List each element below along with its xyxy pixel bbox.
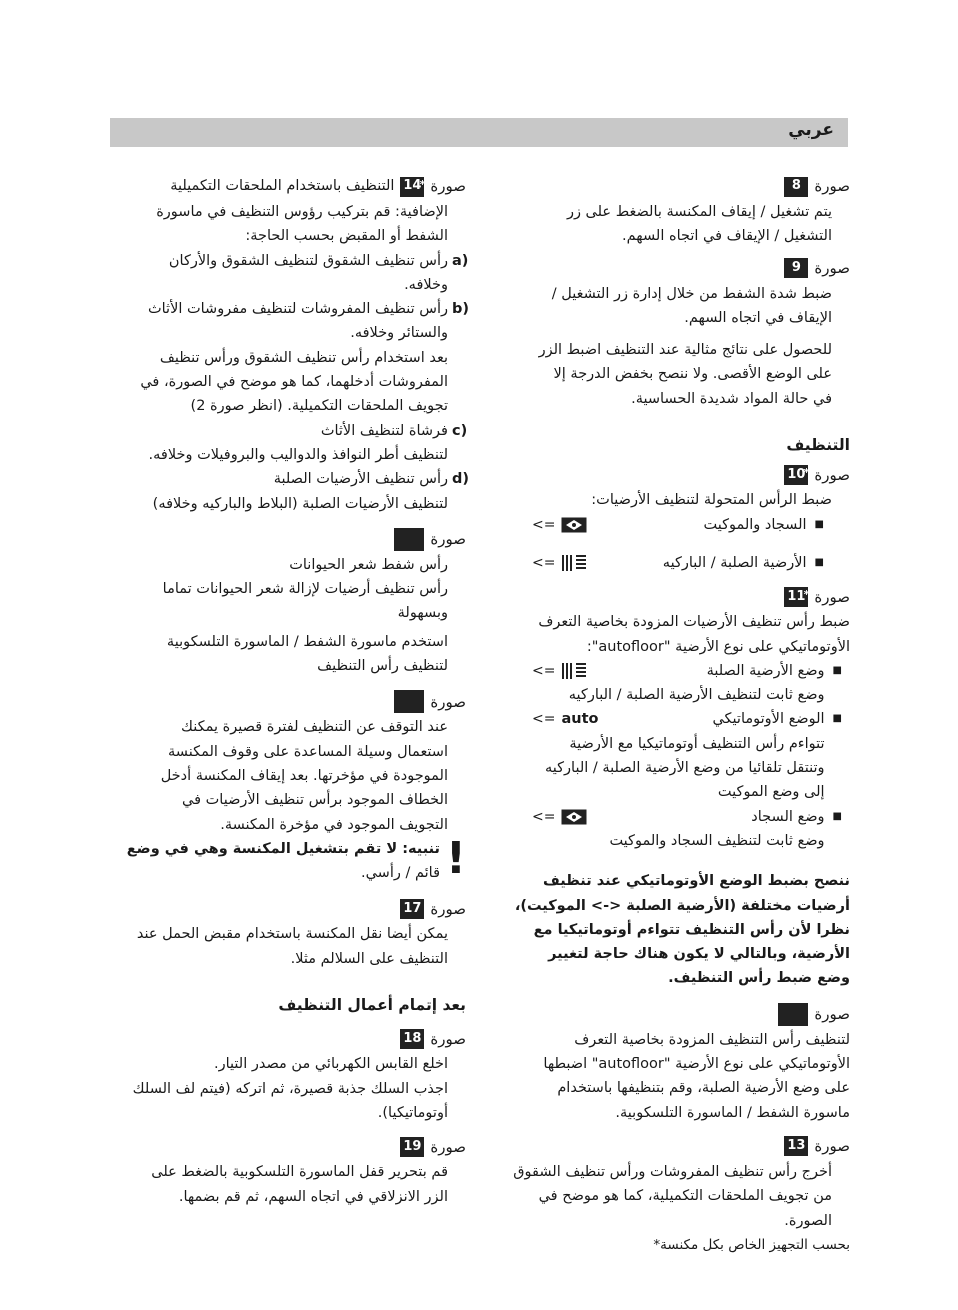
- list-item: [108, 249, 469, 298]
- text-line: لتنظيف رأس التنظيف المزودة بخاصية التعرف: [574, 1031, 850, 1048]
- text-line: قائم / رأسي.: [360, 865, 440, 882]
- text-line: ضبط الرأس المتحولة لتنظيف الأرضيات:: [591, 492, 832, 509]
- list-item: [108, 297, 470, 346]
- text-line: رأس تنظيف الأرضيات الصلبة: [273, 471, 448, 488]
- text-line: الإضافية: قم بتركيب رؤوس التنظيف في ماسورة: [156, 204, 448, 220]
- figure-number-badge: 13: [784, 1136, 808, 1156]
- text-line: نظرا لأن رأس التنظيف تتواءم أوتوماتيكيا مع: [533, 921, 850, 938]
- text-line: لتنظيف أطر النوافذ والدواليب والبروفيلات وخلافه.: [148, 446, 448, 463]
- figure-word: صورة: [814, 1137, 850, 1156]
- text-line: يتم تشغيل / إيقاف المكنسة بالضغط على زر: [566, 204, 832, 220]
- text-line: تنبيه: لا تقم بتشغيل المكنسة وهي في وضع: [126, 840, 440, 857]
- text-line: أوتوماتيكيا).: [377, 1104, 448, 1121]
- text-line: قم بتحرير قفل الماسورة التلسكوبية بالضغط على: [151, 1164, 448, 1181]
- storage-note: [108, 346, 466, 419]
- figure-word: صورة: [814, 258, 850, 277]
- bullet-icon: ■: [814, 556, 824, 568]
- item-letter: b): [452, 301, 470, 318]
- list-item: [498, 805, 850, 854]
- figure-15-text: [108, 553, 466, 678]
- figure-15-label: [108, 526, 466, 553]
- mode-description: تتواءم رأس التنظيف أوتوماتيكيا مع الأرضية: [569, 735, 825, 752]
- mode-label: الوضع الأوتوماتيكي: [712, 711, 825, 728]
- figure-8-label: [498, 173, 850, 200]
- text-line: الشفط أو المقبض بحسب الحاجة:: [245, 228, 448, 245]
- figure-10-label: [498, 461, 850, 488]
- mode-indicator: [532, 551, 587, 575]
- text-line: استعمال وسيلة المساعدة على وقوف المكنسة: [168, 743, 448, 760]
- hard-floor-mode-icon: [561, 662, 587, 680]
- figure-number-badge: 14 *: [400, 177, 424, 197]
- figure-13-text: [498, 1160, 850, 1233]
- figure-18-text: [108, 1052, 466, 1125]
- mode-indicator: [532, 659, 587, 683]
- figure-number-badge: 19: [400, 1137, 424, 1157]
- item-letter: a): [452, 252, 469, 269]
- figure-17-text: [108, 922, 466, 971]
- figure-number-badge: 10 *: [784, 465, 808, 485]
- text-line: في حالة المواد شديدة الحساسية.: [631, 390, 832, 407]
- figure-11-text: [498, 610, 850, 853]
- text-line: التجويف الموجود في مؤخرة المكنسة.: [220, 816, 448, 833]
- mode-label: السجاد والموكيت: [703, 516, 807, 533]
- text-line: لتنظيف رأس التنظيف: [317, 658, 448, 675]
- figure-19-text: [108, 1160, 466, 1209]
- mode-label: الأرضية الصلبة / الباركيه: [662, 554, 807, 571]
- warning-icon: !: [445, 832, 466, 884]
- text-line: وبسهولة: [397, 605, 448, 622]
- figure-word: صورة: [430, 1029, 466, 1048]
- text-line: الموجودة في مؤخرتها. بعد إيقاف المكنسة أدخل: [160, 767, 448, 784]
- figure-word: صورة: [814, 1005, 850, 1024]
- arrow-label: <=: [532, 516, 556, 533]
- figure-number-badge: [778, 1003, 808, 1026]
- figure-word: صورة: [814, 177, 850, 196]
- figure-word: صورة: [430, 1137, 466, 1156]
- figure-16-label: [108, 688, 466, 715]
- text-line: الصورة.: [784, 1212, 832, 1229]
- figure-number-badge: 18: [400, 1029, 424, 1049]
- text-line: رأس شفط شعر الحيوانات: [289, 556, 448, 573]
- text-line: رأس تنظيف أرضيات لإزالة شعر الحيوانات تماما: [162, 581, 448, 598]
- text-line: اخلع القابس الكهربائي من مصدر التيار.: [214, 1056, 448, 1073]
- text-line: التنظيف على السلالم مثلا.: [290, 950, 448, 967]
- figure-14-text: [108, 200, 466, 249]
- figure-14-label: [108, 173, 466, 200]
- item-letter: d): [452, 471, 470, 488]
- text-line: المفروشات أدخلهما، كما هو موضح في الصورة، في: [140, 374, 448, 391]
- auto-mode-label: auto: [561, 711, 599, 728]
- text-line: رأس تنظيف المفروشات لتنظيف مفروشات الأثاث: [147, 301, 448, 318]
- figure-number-badge: [394, 528, 424, 551]
- bullet-icon: ■: [814, 518, 824, 530]
- figure-8-text: [498, 200, 850, 249]
- figure-word: صورة: [430, 177, 466, 196]
- right-column: [498, 170, 850, 1257]
- figure-number-badge: 9: [784, 258, 808, 278]
- figure-number-badge: [394, 690, 424, 713]
- after-cleaning-heading: بعد إتمام أعمال التنظيف: [278, 996, 466, 1015]
- list-item: [108, 419, 466, 468]
- arrow-label: <=: [532, 711, 556, 728]
- figure-word: صورة: [430, 530, 466, 549]
- text-line: تجويف الملحقات التكميلية. (انظر صورة 2): [190, 398, 448, 415]
- text-line: التشغيل / الإيقاف في اتجاه السهم.: [622, 228, 832, 245]
- text-line: الخطاف الموجود برأس تنظيف الأرضيات في: [182, 792, 448, 809]
- carpet-mode-icon: [561, 517, 587, 533]
- text-line: على وضع الأرضية الصلبة، وقم بتنظيفها باستخدام: [557, 1080, 850, 1097]
- language-header-bar: [110, 118, 848, 147]
- text-line: ضبط رأس تنظيف الأرضيات المزودة بخاصية التعرف: [538, 614, 850, 631]
- mode-indicator: [532, 513, 587, 537]
- list-item: [498, 707, 850, 804]
- carpet-mode-icon: [561, 809, 587, 825]
- footnote: بحسب التجهيز الخاص بكل مكنسة*: [653, 1236, 850, 1253]
- text-line: أرضيات مختلفة (الأرضية الصلبة <-> الموكيت)،: [514, 897, 850, 914]
- figure-18-label: [108, 1025, 466, 1052]
- mode-description: وتنتقل تلقائيا من وضع الأرضية الصلبة / الباركيه: [545, 760, 825, 777]
- figure-17-label: [108, 895, 466, 922]
- bullet-icon: ■: [832, 810, 842, 822]
- figure-word: صورة: [430, 899, 466, 918]
- text-line: فرشاة لتنظيف الأثاث: [320, 422, 448, 439]
- text-line: يمكن أيضا نقل المكنسة باستخدام مقبض الحمل عند: [136, 926, 448, 943]
- mode-label: وضع الأرضية الصلبة: [706, 662, 825, 679]
- text-line: والستائر وخلافه.: [350, 325, 448, 342]
- hard-floor-mode-icon: [561, 554, 587, 572]
- left-column: [108, 170, 470, 1209]
- figure-word: صورة: [430, 692, 466, 711]
- figure-word: صورة: [814, 587, 850, 606]
- figure-number-badge: 8: [784, 177, 808, 197]
- text-line: للحصول على نتائج مثالية عند التنظيف اضبط الزر: [538, 342, 832, 359]
- figure-16-text: [108, 715, 466, 836]
- text-line: رأس تنظيف الشقوق لتنظيف الشقوق والأركان: [168, 252, 448, 269]
- recommendation-note: [498, 869, 850, 990]
- mode-description: وضع ثابت لتنظيف السجاد والموكيت: [609, 832, 825, 849]
- arrow-label: <=: [532, 808, 556, 825]
- text-line: استخدم ماسورة الشفط / الماسورة التلسكوبية: [166, 633, 448, 650]
- figure-9-label: [498, 255, 850, 282]
- figure-11-label: [498, 583, 850, 610]
- arrow-label: <=: [532, 554, 556, 571]
- list-item: [108, 467, 470, 516]
- text-line: ننصح بضبط الوضع الأوتوماتيكي عند تنظيف: [542, 873, 850, 890]
- mode-label: وضع السجاد: [751, 808, 825, 825]
- text-line: بعد استخدام رأس تنظيف الشقوق ورأس تنظيف: [159, 349, 448, 366]
- text-line: اجذب السلك جذبة قصيرة، ثم اتركه (فيتم لف السلك: [132, 1080, 448, 1097]
- mode-description: إلى وضع الموكيت: [717, 784, 825, 801]
- figure-12-label: [498, 1001, 850, 1028]
- list-item: [498, 659, 850, 708]
- text-line: من تجويف الملحقات التكميلية، كما هو موضح في: [538, 1188, 832, 1205]
- figure-14-title: التنظيف باستخدام الملحقات التكميلية: [170, 178, 395, 195]
- language-label: عربي: [788, 120, 834, 140]
- list-item: [498, 551, 832, 575]
- figure-word: صورة: [814, 465, 850, 484]
- figure-10-text: [498, 488, 850, 575]
- item-letter: c): [452, 422, 468, 439]
- figure-number-badge: 11 *: [784, 587, 808, 607]
- text-line: أخرج رأس تنظيف المفروشات ورأس تنظيف الشقوق: [513, 1163, 832, 1180]
- arrow-label: <=: [532, 662, 556, 679]
- text-line: الزر الانزلاقي في اتجاه السهم، ثم قم بضمها.: [178, 1188, 448, 1205]
- warning-note: [108, 832, 466, 886]
- mode-description: وضع ثابت لتنظيف الأرضية الصلبة / الباركيه: [568, 687, 825, 704]
- figure-number-badge: 17: [400, 899, 424, 919]
- suction-tip: [498, 338, 850, 411]
- figure-9-text: [498, 282, 850, 331]
- text-line: الأرضية، وبالتالي لا يكون هناك حاجة لتغيير: [548, 946, 850, 963]
- figure-12-text: [498, 1028, 850, 1125]
- figure-19-label: [108, 1133, 466, 1160]
- list-item: [498, 513, 832, 537]
- mode-indicator: [532, 805, 587, 829]
- text-line: عند التوقف عن التنظيف لفترة قصيرة يمكنك: [181, 719, 448, 736]
- text-line: وخلافه.: [404, 276, 448, 293]
- bullet-icon: ■: [832, 664, 842, 676]
- text-line: وضع ضبط رأس التنظيف.: [668, 970, 850, 987]
- mode-indicator: [532, 707, 598, 731]
- text-line: ضبط شدة الشفط من خلال إدارة زر التشغيل /: [551, 285, 832, 302]
- figure-13-label: [498, 1133, 850, 1160]
- text-line: الأوتوماتيكي على نوع الأرضية "autofloor":: [586, 638, 850, 655]
- text-line: ماسورة الشفط / الماسورة التلسكوبية.: [615, 1104, 850, 1121]
- text-line: الإيقاف في اتجاه السهم.: [684, 309, 832, 326]
- text-line: الأوتوماتيكي على نوع الأرضية "autofloor" اضبطها: [543, 1056, 850, 1073]
- text-line: على الوضع الأقصى. ولا ننصح بخفض الدرجة إلا: [553, 366, 832, 383]
- bullet-icon: ■: [832, 713, 842, 725]
- text-line: لتنظيف الأرضيات الصلبة (البلاط والباركيه وخلافه): [152, 495, 448, 512]
- cleaning-heading: التنظيف: [786, 436, 850, 455]
